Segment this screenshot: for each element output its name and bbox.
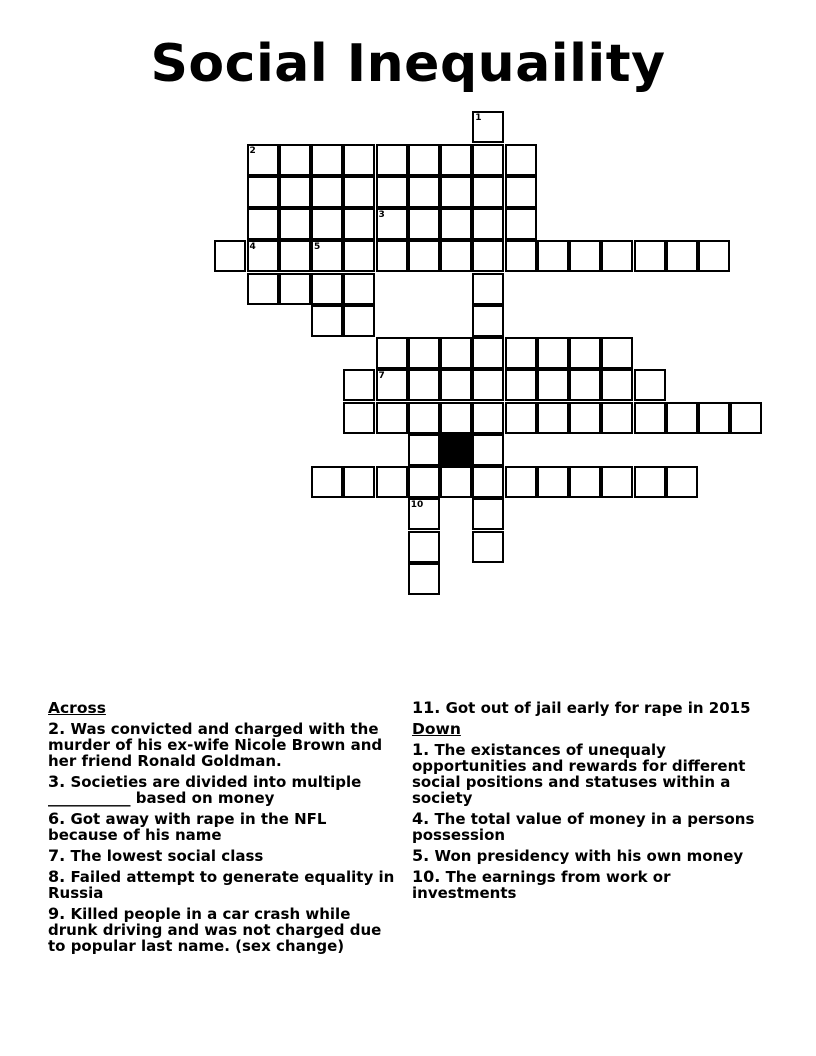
- clue-number: 8.: [48, 867, 66, 886]
- grid-cell[interactable]: [408, 208, 440, 240]
- grid-cell[interactable]: [376, 208, 408, 240]
- grid-cell[interactable]: [343, 466, 375, 498]
- grid-cell[interactable]: [634, 240, 666, 272]
- grid-cell[interactable]: [472, 434, 504, 466]
- clue-number-label: 5: [314, 242, 321, 253]
- grid-cell[interactable]: [440, 466, 472, 498]
- grid-cell[interactable]: [343, 144, 375, 176]
- grid-cell[interactable]: [408, 466, 440, 498]
- clue-number: 2.: [48, 719, 66, 738]
- clue-text: Killed people in a car crash while drunk driving and was not charged due to popular last name. (sex change): [48, 905, 382, 955]
- clue-text: Societies are divided into multiple ___________ based on money: [48, 773, 362, 807]
- grid-cell[interactable]: [408, 563, 440, 595]
- down-clue-4: [412, 811, 768, 843]
- grid-cell[interactable]: [505, 337, 537, 369]
- clue-number-label: 10: [410, 500, 424, 511]
- down-clue-1: [412, 742, 768, 806]
- grid-cell[interactable]: [440, 369, 472, 401]
- clue-number: 5.: [412, 846, 430, 865]
- clue-text: Got away with rape in the NFL because of his name: [48, 810, 327, 844]
- down-clue-10: [412, 869, 768, 901]
- grid-cell[interactable]: [634, 466, 666, 498]
- grid-cell[interactable]: [472, 402, 504, 434]
- clue-number-label: 3: [378, 210, 385, 220]
- grid-cell[interactable]: [279, 176, 311, 208]
- clue-number-label: 1: [475, 113, 482, 124]
- grid-cell[interactable]: [440, 176, 472, 208]
- grid-cell[interactable]: [472, 466, 504, 498]
- grid-cell[interactable]: [666, 466, 698, 498]
- grid-cell[interactable]: [376, 176, 408, 208]
- clue-number: 10.: [412, 867, 441, 886]
- grid-cell[interactable]: [343, 273, 375, 305]
- grid-cell[interactable]: [601, 240, 633, 272]
- grid-cell[interactable]: [247, 144, 279, 176]
- clue-text: Got out of jail early for rape in 2015: [440, 699, 751, 717]
- grid-cell[interactable]: [666, 240, 698, 272]
- down-clue-5: [412, 848, 768, 864]
- across-header: Across: [48, 699, 106, 717]
- grid-cell[interactable]: [408, 176, 440, 208]
- grid-cell[interactable]: [472, 305, 504, 337]
- grid-cell[interactable]: [601, 402, 633, 434]
- grid-cell[interactable]: [634, 369, 666, 401]
- grid-cell[interactable]: [537, 466, 569, 498]
- grid-cell[interactable]: [634, 402, 666, 434]
- grid-cell[interactable]: [698, 402, 730, 434]
- grid-cell[interactable]: [440, 337, 472, 369]
- grid-cell[interactable]: [376, 466, 408, 498]
- grid-cell[interactable]: [698, 240, 730, 272]
- grid-cell[interactable]: [666, 402, 698, 434]
- grid-cell[interactable]: [343, 402, 375, 434]
- grid-cell[interactable]: [311, 273, 343, 305]
- grid-cell[interactable]: [537, 402, 569, 434]
- clue-number: 3.: [48, 772, 66, 791]
- grid-cell[interactable]: [472, 176, 504, 208]
- grid-cell[interactable]: [472, 498, 504, 530]
- grid-cell[interactable]: [472, 111, 504, 143]
- clues-left-column: [48, 700, 400, 959]
- across-clue-8: [48, 869, 400, 901]
- across-clue-6: [48, 811, 400, 843]
- clue-text: Was convicted and charged with the murder of his ex-wife Nicole Brown and her friend Ronald Goldman.: [48, 720, 383, 770]
- grid-cell[interactable]: [279, 208, 311, 240]
- grid-cell[interactable]: [311, 466, 343, 498]
- grid-cell[interactable]: [440, 240, 472, 272]
- grid-cell[interactable]: [472, 144, 504, 176]
- grid-cell[interactable]: [279, 273, 311, 305]
- grid-cell[interactable]: [376, 337, 408, 369]
- grid-cell[interactable]: [505, 466, 537, 498]
- across-clue-3: [48, 774, 400, 806]
- grid-cell[interactable]: [247, 273, 279, 305]
- grid-cell[interactable]: [440, 402, 472, 434]
- grid-cell[interactable]: [408, 434, 440, 466]
- clue-text: Won presidency with his own money: [429, 847, 744, 865]
- grid-cell[interactable]: [311, 144, 343, 176]
- grid-cell[interactable]: [505, 402, 537, 434]
- clue-number-label: 4: [249, 242, 256, 253]
- grid-cell[interactable]: [569, 369, 601, 401]
- grid-cell[interactable]: [408, 498, 440, 530]
- grid-cell[interactable]: [505, 369, 537, 401]
- grid-cell[interactable]: [569, 402, 601, 434]
- grid-cell[interactable]: [408, 531, 440, 563]
- grid-cell[interactable]: [472, 531, 504, 563]
- grid-cell[interactable]: [311, 305, 343, 337]
- grid-cell[interactable]: [537, 337, 569, 369]
- grid-cell[interactable]: [343, 176, 375, 208]
- grid-cell[interactable]: [279, 240, 311, 272]
- grid-cell[interactable]: [247, 240, 279, 272]
- clue-text: The total value of money in a persons possession: [412, 810, 755, 844]
- grid-cell[interactable]: [537, 369, 569, 401]
- grid-cell[interactable]: [376, 402, 408, 434]
- down-header: Down: [412, 720, 461, 738]
- grid-cell[interactable]: [537, 240, 569, 272]
- grid-cell[interactable]: [440, 208, 472, 240]
- grid-cell[interactable]: [505, 208, 537, 240]
- grid-cell[interactable]: [376, 240, 408, 272]
- across-clue-2: [48, 721, 400, 769]
- grid-black-cell: [440, 434, 472, 466]
- grid-cell[interactable]: [601, 337, 633, 369]
- grid-cell[interactable]: [440, 144, 472, 176]
- grid-cell[interactable]: [311, 176, 343, 208]
- grid-cell[interactable]: [601, 466, 633, 498]
- grid-cell[interactable]: [376, 144, 408, 176]
- clues-right-column: [412, 700, 768, 906]
- clue-number: 4.: [412, 809, 430, 828]
- grid-cell[interactable]: [311, 208, 343, 240]
- grid-cell[interactable]: [472, 240, 504, 272]
- grid-cell[interactable]: [569, 466, 601, 498]
- grid-cell[interactable]: [343, 369, 375, 401]
- grid-cell[interactable]: [505, 144, 537, 176]
- across-clue-9: [48, 906, 400, 954]
- page-title: Social Inequaility: [150, 34, 666, 94]
- grid-cell[interactable]: [408, 402, 440, 434]
- grid-cell[interactable]: [343, 240, 375, 272]
- grid-cell[interactable]: [601, 369, 633, 401]
- grid-cell[interactable]: [279, 144, 311, 176]
- across-clue-11: [412, 700, 768, 716]
- grid-cell[interactable]: [343, 208, 375, 240]
- clue-number-label: 2: [249, 145, 256, 156]
- grid-cell[interactable]: [247, 208, 279, 240]
- clue-number: 9.: [48, 904, 66, 923]
- grid-cell[interactable]: [408, 369, 440, 401]
- grid-cell[interactable]: [408, 240, 440, 272]
- grid-cell[interactable]: [408, 337, 440, 369]
- grid-cell[interactable]: [569, 240, 601, 272]
- clue-number-label: 7: [378, 371, 385, 382]
- grid-cell[interactable]: [376, 369, 408, 401]
- grid-cell[interactable]: [472, 273, 504, 305]
- grid-cell[interactable]: [472, 337, 504, 369]
- grid-cell[interactable]: [408, 144, 440, 176]
- clue-text: The earnings from work or investments: [412, 868, 671, 902]
- clue-text: The lowest social class: [65, 847, 264, 865]
- clue-number: 6.: [48, 809, 66, 828]
- grid-cell[interactable]: [472, 208, 504, 240]
- grid-cell[interactable]: [311, 240, 343, 272]
- grid-cell[interactable]: [472, 369, 504, 401]
- grid-cell[interactable]: [343, 305, 375, 337]
- across-clue-7: [48, 848, 400, 864]
- grid-cell[interactable]: [569, 337, 601, 369]
- grid-cell[interactable]: [505, 240, 537, 272]
- grid-cell[interactable]: [505, 176, 537, 208]
- clue-number: 7.: [48, 846, 66, 865]
- grid-cell[interactable]: [247, 176, 279, 208]
- clue-number: 1.: [412, 740, 430, 759]
- clue-text: Failed attempt to generate equality in Russia: [48, 868, 395, 902]
- clue-text: The existances of unequaly opportunities and rewards for different social positions and statuses within a society: [412, 741, 746, 807]
- clue-number: 11.: [412, 698, 441, 717]
- grid-cell[interactable]: [730, 402, 762, 434]
- grid-cell[interactable]: [214, 240, 246, 272]
